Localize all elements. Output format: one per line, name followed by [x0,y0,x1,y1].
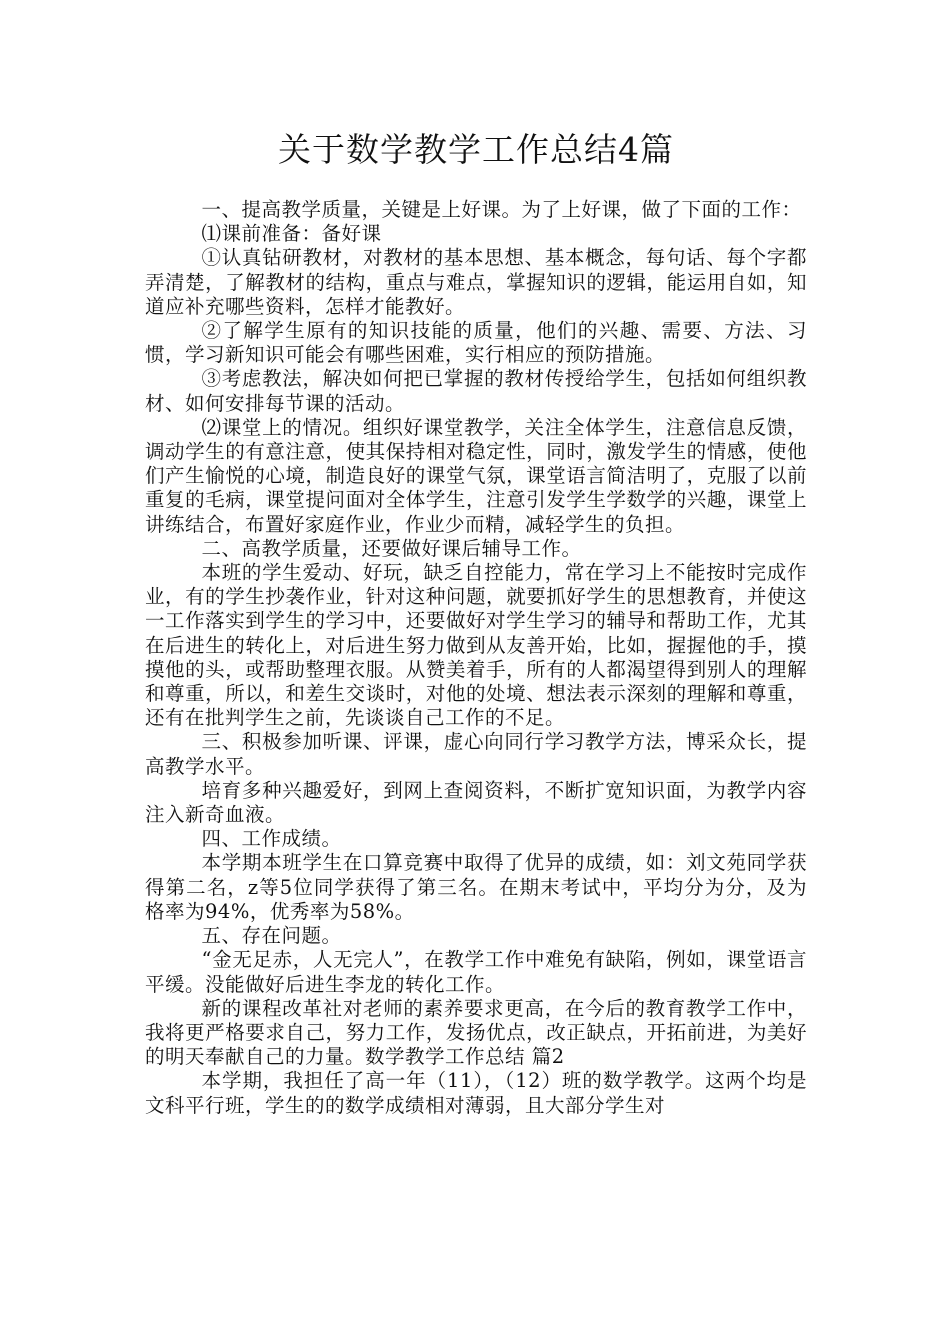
paragraph: 三、积极参加听课、评课，虚心向同行学习教学方法，博采众长，提高教学水平。 [145,730,807,778]
paragraph: ①认真钻研教材，对教材的基本思想、基本概念，每句话、每个字都弄清楚，了解教材的结构，重点与难点，掌握知识的逻辑，能运用自如，知道应补充哪些资料，怎样才能教好。 [145,246,807,318]
paragraph: “金无足赤，人无完人”，在教学工作中难免有缺陷，例如，课堂语言平缓。没能做好后进生李龙的转化工作。 [145,948,807,996]
document-body [145,198,807,1118]
paragraph: 二、高教学质量，还要做好课后辅导工作。 [201,536,582,560]
paragraph: 一、提高教学质量，关键是上好课。为了上好课，做了下面的工作： [201,198,802,221]
document-title: 关于数学教学工作总结4篇 [278,130,674,169]
paragraph: 培育多种兴趣爱好，到网上查阅资料，不断扩宽知识面，为教学内容注入新奇血液。 [145,778,807,827]
paragraph: ③考虑教法，解决如何把已掌握的教材传授给学生，包括如何组织教材、如何安排每节课的活动。 [145,367,807,415]
paragraph: 本班的学生爱动、好玩，缺乏自控能力，常在学习上不能按时完成作业，有的学生抄袭作业，针对这种问题，就要抓好学生的思想教育，并使这一工作落实到学生的学习中，还要做好对学生学习的辅导和帮助工作，尤其在后进生的转化上，对后进生努力做到从友善开始，比如，握握他的手，摸摸他的头，或帮助整理衣服。从赞美着手，所有的人都渴望得到别人的理解和尊重，所以，和差生交谈时，对他的处境、想法表示深刻的理解和尊重，还有在批判学生之前，先谈谈自己工作的不足。 [145,561,807,730]
paragraph: ⑵课堂上的情况。组织好课堂教学，关注全体学生，注意信息反馈，调动学生的有意注意，使其保持相对稳定性，同时，激发学生的情感，使他们产生愉悦的心境，制造良好的课堂气氛，课堂语言简洁明了，克服了以前重复的毛病，课堂提问面对全体学生，注意引发学生学数学的兴趣，课堂上讲练结合，布置好家庭作业，作业少而精，减轻学生的负担。 [145,415,807,536]
paragraph: 新的课程改革社对老师的素养要求更高，在今后的教育教学工作中，我将更严格要求自己，努力工作，发扬优点，改正缺点，开拓前进，为美好的明天奉献自己的力量。数学教学工作总结 篇2 [145,996,807,1069]
paragraph: ②了解学生原有的知识技能的质量，他们的兴趣、需要、方法、习惯，学习新知识可能会有哪些困难，实行相应的预防措施。 [145,319,807,367]
document-page [145,128,807,1118]
paragraph: 四、工作成绩。 [201,827,342,851]
paragraph: 本学期，我担任了高一年（11），（12）班的数学教学。这两个均是文科平行班，学生的的数学成绩相对薄弱，且大部分学生对 [145,1069,807,1117]
paragraph: 本学期本班学生在口算竞赛中取得了优异的成绩，如：刘文苑同学获得第二名，z等5位同学获得了第三名。在期末考试中，平均分为分，及为格率为94%，优秀率为58%。 [145,851,807,923]
paragraph: ⑴课前准备：备好课 [201,222,382,246]
paragraph: 五、存在问题。 [201,924,342,948]
